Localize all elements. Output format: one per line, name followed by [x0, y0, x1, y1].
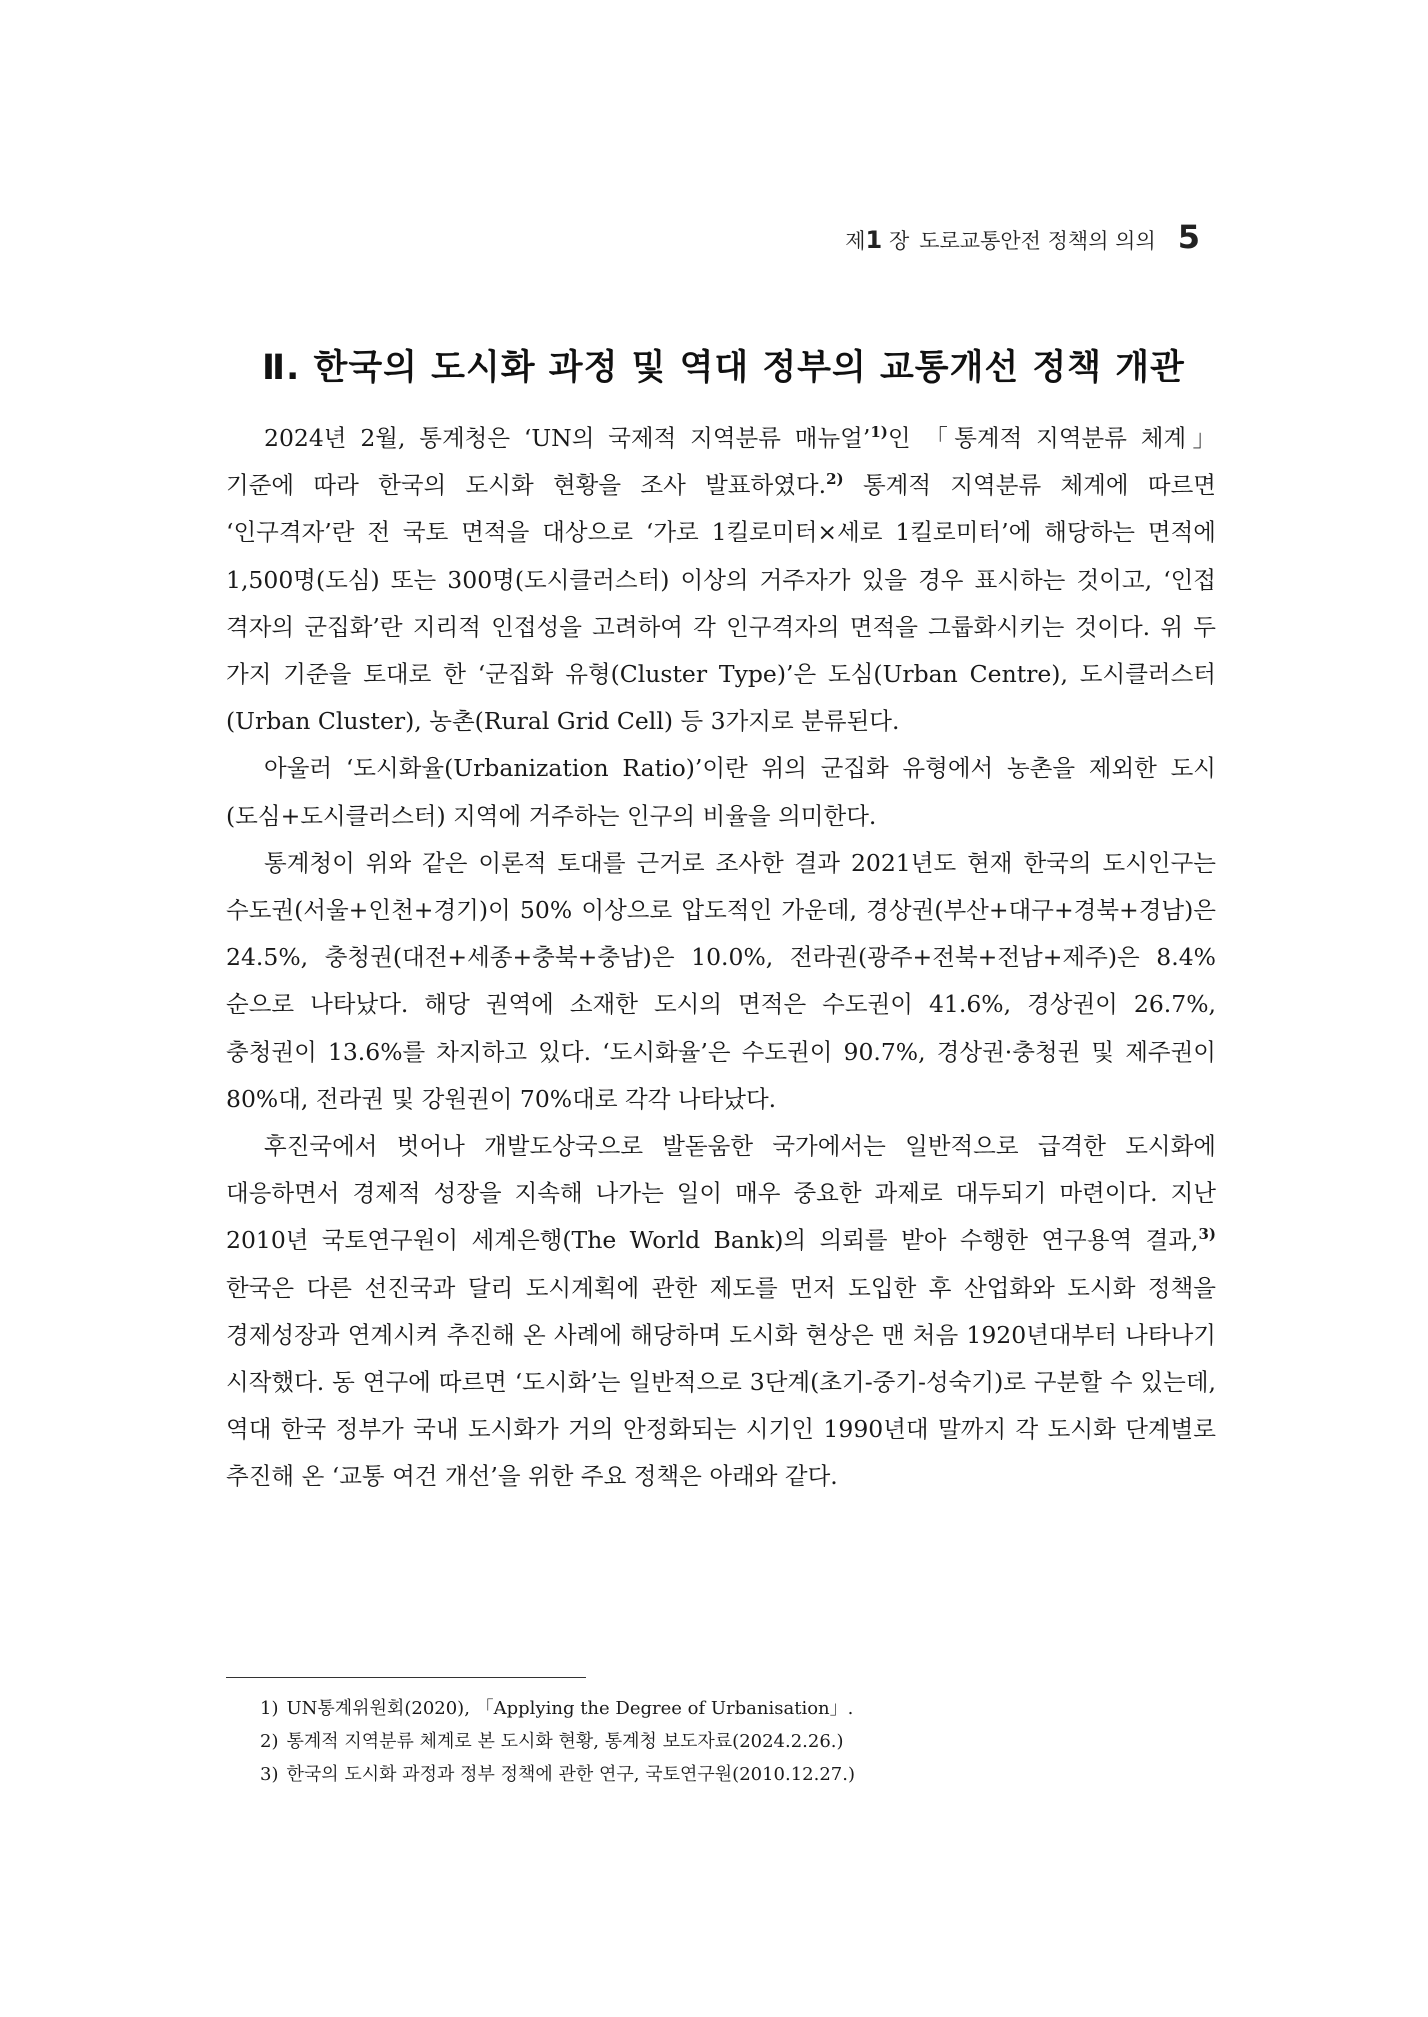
paragraph-4: 후진국에서 벗어나 개발도상국으로 발돋움한 국가에서는 일반적으로 급격한 도시화에 대응하면서 경제적 성장을 지속해 나가는 일이 매우 중요한 과제로 대두되기 마련이다. 지난 2010년 국토연구원이 세계은행(The World Bank)의 의뢰를 받아 수행한 연구용역 결과,$^{3)}$ 한국은 다른 선진국과 달리 도시계획에 관한 제도를 먼저 도입한 후 산업화와 도시화 정책을 경제성장과 연계시켜 추진해 온 사례에 해당하며 도시화 현상은 맨 처음 1920년대부터 나타나기 시작했다. 동 연구에 따르면 ‘도시화’는 일반적으로 3단계(초기-중기-성숙기)로 구분할 수 있는데, 역대 한국 정부가 국내 도시화가 거의 안정화되는 시기인 1990년대 말까지 각 도시화 단계별로 추진해 온 ‘교통 여건 개선’을 위한 주요 정책은 아래와 같다.	[226, 1132, 1216, 1491]
chapter-label: 제1 장	[845, 226, 910, 254]
footnote-ref-2[interactable]: 2)	[826, 470, 844, 489]
footnote-3: 3) 한국의 도시화 과정과 정부 정책에 관한 연구, 국토연구원(2010.12.27.)	[260, 1764, 856, 1785]
running-header	[845, 218, 1200, 256]
section-title: Ⅱ. 한국의 도시화 과정 및 역대 정부의 교통개선 정책 개관	[262, 348, 1185, 388]
paragraph-3: 통계청이 위와 같은 이론적 토대를 근거로 조사한 결과 2021년도 현재 한국의 도시인구는 수도권(서울+인천+경기)이 50% 이상으로 압도적인 가운데, 경상권(부산+대구+경북+경남)은 24.5%, 충청권(대전+세종+충북+충남)은 10.0%, 전라권(광주+전북+전남+제주)은 8.4% 순으로 나타났다. 해당 권역에 소재한 도시의 면적은 수도권이 41.6%, 경상권이 26.7%, 충청권이 13.6%를 차지하고 있다. ‘도시화율’은 수도권이 90.7%, 경상권·충청권 및 제주권이 80%대, 전라권 및 강원권이 70%대로 각각 나타났다.	[226, 848, 1216, 1113]
footnotes	[260, 1692, 1210, 1791]
page-number: 5	[1177, 218, 1200, 256]
body-text	[226, 415, 1216, 1501]
footnote-ref-1[interactable]: 1)	[870, 423, 888, 442]
footnote-divider	[226, 1677, 586, 1678]
footnote-2: 2) 통계적 지역분류 체계로 본 도시화 현황, 통계청 보도자료(2024.2.26.)	[260, 1731, 844, 1752]
chapter-title: 도로교통안전 정책의 의의	[919, 229, 1156, 253]
paragraph-2: 아울러 ‘도시화율(Urbanization Ratio)’이란 위의 군집화 유형에서 농촌을 제외한 도시(도심+도시클러스터) 지역에 거주하는 인구의 비율을 의미한다.	[226, 754, 1216, 830]
footnote-ref-3[interactable]: 3)	[1198, 1225, 1216, 1244]
footnote-1: 1) UN통계위원회(2020), 「Applying the Degree of Urbanisation」.	[260, 1698, 854, 1719]
paragraph-1: 2024년 2월, 통계청은 ‘UN의 국제적 지역분류 매뉴얼’$^{1)}$인 「통계적 지역분류 체계」 기준에 따라 한국의 도시화 현황을 조사 발표하였다.$^{2)}$ 통계적 지역분류 체계에 따르면 ‘인구격자’란 전 국토 면적을 대상으로 ‘가로 1킬로미터×세로 1킬로미터’에 해당하는 면적에 1,500명(도심) 또는 300명(도시클러스터) 이상의 거주자가 있을 경우 표시하는 것이고, ‘인접 격자의 군집화’란 지리적 인접성을 고려하여 각 인구격자의 면적을 그룹화시키는 것이다. 위 두 가지 기준을 토대로 한 ‘군집화 유형(Cluster Type)’은 도심(Urban Centre), 도시클러스터(Urban Cluster), 농촌(Rural Grid Cell) 등 3가지로 분류된다.	[226, 423, 1216, 736]
chapter-number: 1	[865, 226, 883, 254]
